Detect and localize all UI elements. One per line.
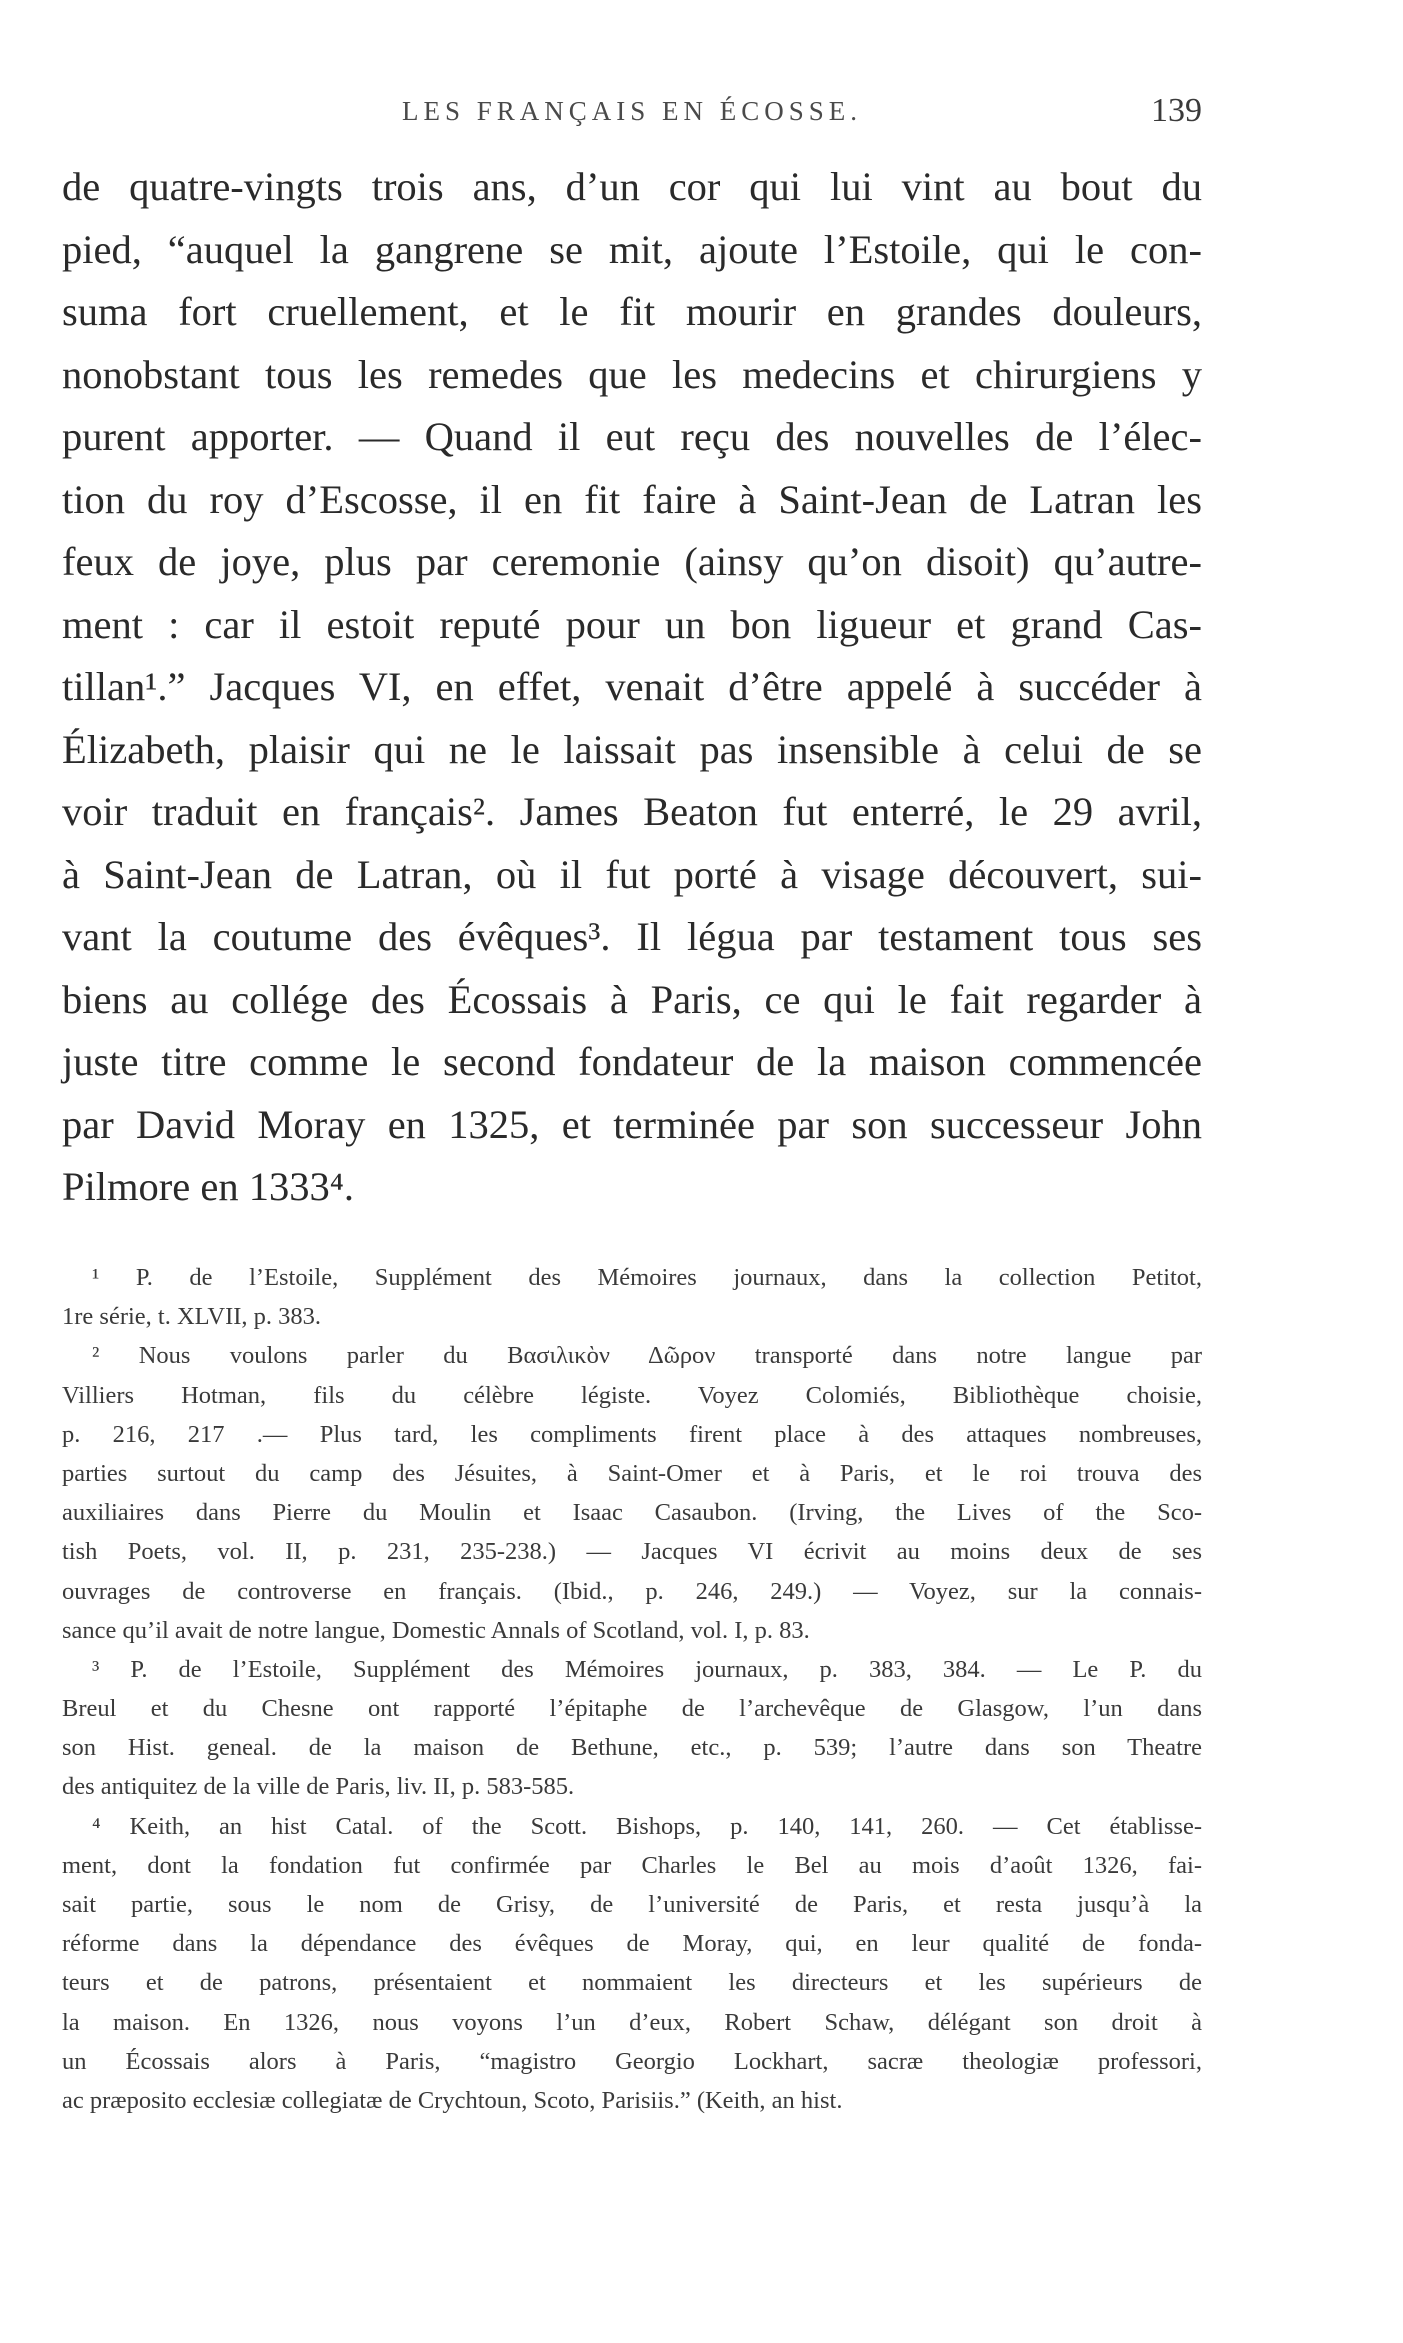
body-line: voir traduit en français². James Beaton fut enterré, le 29 avril, xyxy=(62,789,1202,834)
body-line: purent apporter. — Quand il eut reçu des nouvelles de l’élec- xyxy=(62,414,1202,459)
footnote-line: ¹ P. de l’Estoile, Supplément des Mémoires journaux, dans la collection Petitot, xyxy=(92,1264,1202,1291)
footnote-line: auxiliaires dans Pierre du Moulin et Isaac Casaubon. (Irving, the Lives of the Sco- xyxy=(62,1499,1202,1527)
footnote-line: ² Nous voulons parler du Βασιλικὸν Δῶρον transporté dans notre langue par xyxy=(92,1342,1202,1370)
main-text xyxy=(62,156,1202,1219)
footnote-line: la maison. En 1326, nous voyons l’un d’eux, Robert Schaw, délégant son droit à xyxy=(62,2008,1202,2036)
body-line: tion du roy d’Escosse, il en fit faire à Saint-Jean de Latran les xyxy=(62,476,1202,522)
footnote-line: Breul et du Chesne ont rapporté l’épitaphe de l’archevêque de Glasgow, l’un dans xyxy=(62,1695,1202,1723)
footnote-line: ⁴ Keith, an hist Catal. of the Scott. Bishops, p. 140, 141, 260. — Cet établisse- xyxy=(92,1812,1202,1840)
footnote-line: réforme dans la dépendance des évêques de Moray, qui, en leur qualité de fonda- xyxy=(62,1930,1202,1958)
footnote-line: teurs et de patrons, présentaient et nommaient les directeurs et les supérieurs de xyxy=(62,1969,1202,1997)
body-line: Pilmore en 1333⁴. xyxy=(62,1164,354,1209)
running-title: LES FRANÇAIS EN ÉCOSSE. xyxy=(401,96,863,126)
page-header xyxy=(62,92,1202,132)
footnote-line: parties surtout du camp des Jésuites, à Saint-Omer et à Paris, et le roi trouva des xyxy=(62,1459,1202,1487)
body-line: par David Moray en 1325, et terminée par son successeur John xyxy=(62,1101,1202,1147)
body-line: nonobstant tous les remedes que les medecins et chirurgiens y xyxy=(62,351,1202,397)
body-line: de quatre-vingts trois ans, d’un cor qui lui vint au bout du xyxy=(62,164,1202,209)
footnote-line: Villiers Hotman, fils du célèbre légiste. Voyez Colomiés, Bibliothèque choisie, xyxy=(62,1381,1202,1409)
body-line: vant la coutume des évêques³. Il légua par testament tous ses xyxy=(62,914,1202,959)
footnote-line: ³ P. de l’Estoile, Supplément des Mémoires journaux, p. 383, 384. — Le P. du xyxy=(92,1655,1202,1683)
body-line: Élizabeth, plaisir qui ne le laissait pas insensible à celui de se xyxy=(62,726,1202,772)
footnotes xyxy=(62,1258,1202,2120)
footnote-line: un Écossais alors à Paris, “magistro Georgio Lockhart, sacræ theologiæ professori, xyxy=(62,2047,1202,2075)
body-line: feux de joye, plus par ceremonie (ainsy qu’on disoit) qu’autre- xyxy=(62,539,1202,584)
page-number: 139 xyxy=(1151,92,1202,129)
footnote-line: sait partie, sous le nom de Grisy, de l’université de Paris, et resta jusqu’à la xyxy=(62,1891,1202,1918)
footnote-line: sance qu’il avait de notre langue, Domestic Annals of Scotland, vol. I, p. 83. xyxy=(62,1616,810,1644)
footnote-line: des antiquitez de la ville de Paris, liv. II, p. 583-585. xyxy=(62,1773,575,1801)
body-line: biens au collége des Écossais à Paris, ce qui le fait regarder à xyxy=(62,976,1202,1022)
body-line: pied, “auquel la gangrene se mit, ajoute l’Estoile, qui le con- xyxy=(62,226,1202,272)
footnote-line: p. 216, 217 .— Plus tard, les compliments firent place à des attaques nombreuses, xyxy=(62,1420,1202,1448)
footnote-line: 1re série, t. XLVII, p. 383. xyxy=(62,1303,322,1331)
footnote-line: ouvrages de controverse en français. (Ibid., p. 246, 249.) — Voyez, sur la connais- xyxy=(62,1577,1202,1605)
body-line: tillan¹.” Jacques VI, en effet, venait d’être appelé à succéder à xyxy=(62,664,1202,709)
footnote-line: ment, dont la fondation fut confirmée par Charles le Bel au mois d’août 1326, fai- xyxy=(62,1851,1202,1879)
body-line: juste titre comme le second fondateur de la maison commencée xyxy=(62,1039,1202,1084)
body-line: ment : car il estoit reputé pour un bon ligueur et grand Cas- xyxy=(62,601,1202,647)
footnote-line: ac præposito ecclesiæ collegiatæ de Crychtoun, Scoto, Parisiis.” (Keith, an hist. xyxy=(62,2086,843,2114)
footnote-line: son Hist. geneal. de la maison de Bethune, etc., p. 539; l’autre dans son Theatre xyxy=(62,1734,1202,1762)
footnote-line: tish Poets, vol. II, p. 231, 235-238.) — Jacques VI écrivit au moins deux de ses xyxy=(62,1538,1202,1566)
body-line: à Saint-Jean de Latran, où il fut porté à visage découvert, sui- xyxy=(62,851,1202,897)
body-line: suma fort cruellement, et le fit mourir en grandes douleurs, xyxy=(62,289,1202,334)
